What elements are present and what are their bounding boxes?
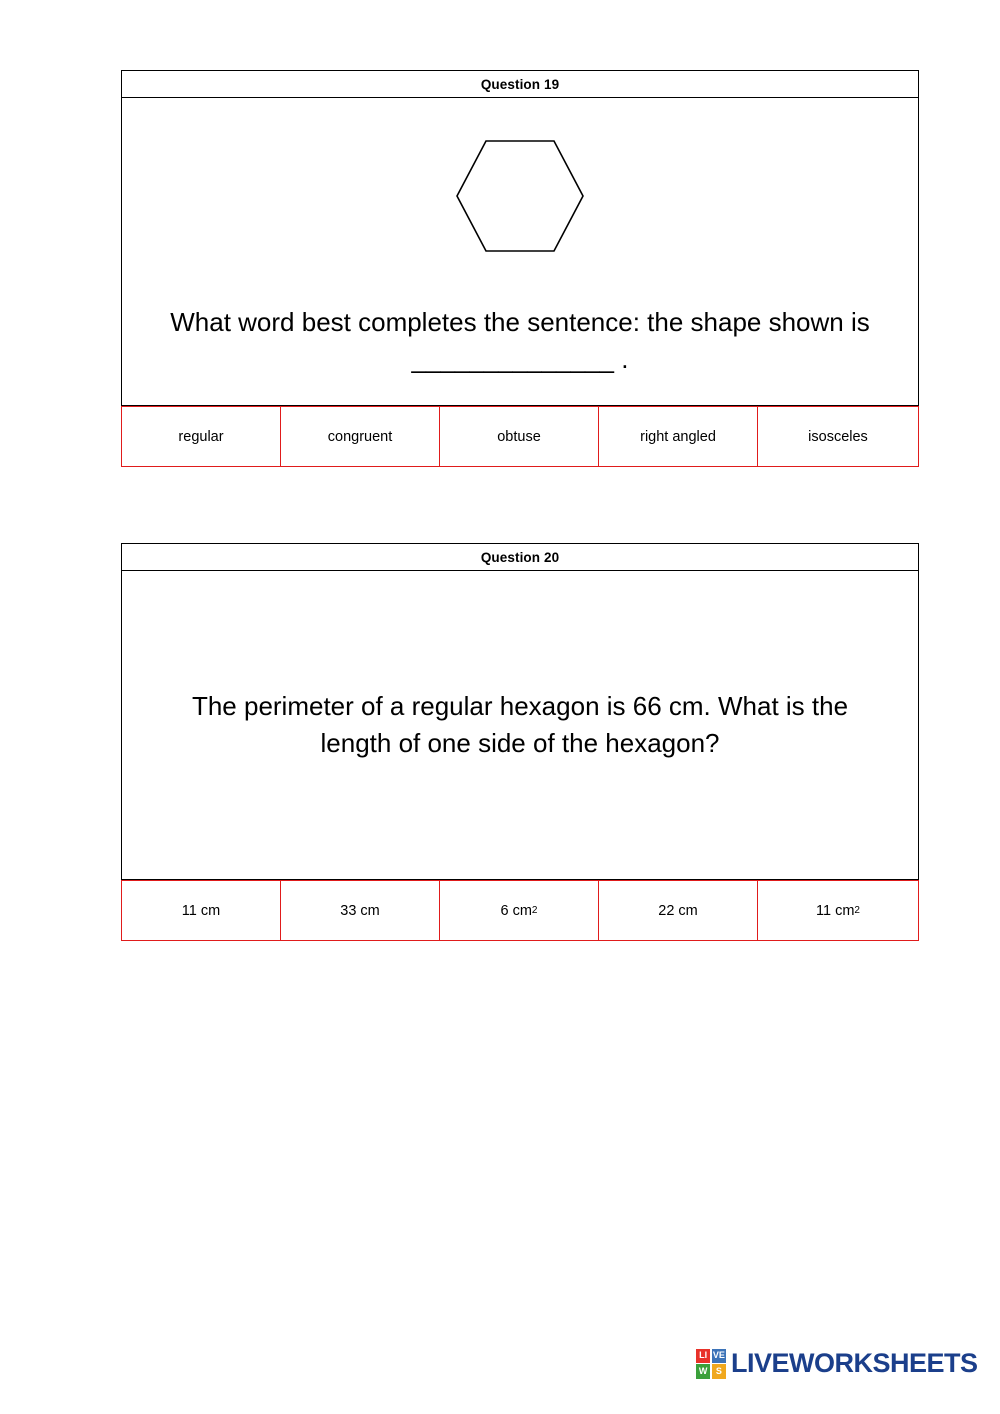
option-19-4[interactable] bbox=[598, 406, 758, 467]
question-text-20-line2: length of one side of the hexagon? bbox=[320, 728, 720, 758]
answer-blank: ______________ bbox=[411, 343, 614, 374]
logo-tile-s: S bbox=[712, 1364, 726, 1378]
option-20-2[interactable] bbox=[280, 880, 440, 941]
option-19-3-label: obtuse bbox=[497, 428, 541, 445]
question-body-20 bbox=[121, 571, 919, 880]
option-20-1[interactable] bbox=[121, 880, 281, 941]
option-19-5-label: isosceles bbox=[808, 428, 868, 445]
liveworksheets-logo[interactable] bbox=[696, 1348, 978, 1379]
option-19-1-label: regular bbox=[178, 428, 224, 445]
options-row-19 bbox=[121, 406, 919, 467]
option-20-4[interactable] bbox=[598, 880, 758, 941]
question-card-19 bbox=[121, 70, 919, 406]
liveworksheets-mark-icon bbox=[696, 1349, 726, 1379]
logo-tile-w: W bbox=[696, 1364, 710, 1378]
option-20-1-label: 11 cm bbox=[181, 902, 221, 919]
logo-tile-li: LI bbox=[696, 1349, 710, 1363]
option-19-3[interactable] bbox=[439, 406, 599, 467]
option-19-1[interactable] bbox=[121, 406, 281, 467]
option-19-5[interactable] bbox=[757, 406, 919, 467]
question-text-19-line1: What word best completes the sentence: the shape shown is bbox=[170, 306, 870, 337]
option-20-5-label: 11 cm bbox=[816, 902, 855, 919]
options-row-20 bbox=[121, 880, 919, 941]
option-19-2[interactable] bbox=[280, 406, 440, 467]
question-text-19-period: . bbox=[621, 343, 629, 374]
hexagon-figure bbox=[450, 132, 590, 262]
question-header-19: Question 19 bbox=[121, 70, 919, 98]
option-20-4-label: 22 cm bbox=[658, 902, 698, 919]
option-19-2-label: congruent bbox=[327, 428, 393, 445]
question-header-20: Question 20 bbox=[121, 543, 919, 571]
option-20-5[interactable]: 11 cm 2 bbox=[757, 880, 919, 941]
question-text-19-line2 bbox=[170, 341, 870, 378]
question-text-20 bbox=[148, 688, 892, 762]
option-20-2-label: 33 cm bbox=[340, 902, 380, 919]
question-card-20 bbox=[121, 543, 919, 880]
option-19-4-label: right angled bbox=[640, 428, 716, 445]
logo-tile-ve: VE bbox=[712, 1349, 726, 1363]
question-body-19 bbox=[121, 98, 919, 406]
hexagon-icon bbox=[450, 132, 590, 262]
option-20-3-label: 6 cm bbox=[500, 902, 532, 919]
question-text-20-line1: The perimeter of a regular hexagon is 66 cm. What is the bbox=[191, 691, 849, 722]
liveworksheets-wordmark: LIVEWORKSHEETS bbox=[731, 1348, 978, 1378]
option-20-3[interactable]: 6 cm 2 bbox=[439, 880, 599, 941]
question-text-19 bbox=[126, 304, 914, 378]
